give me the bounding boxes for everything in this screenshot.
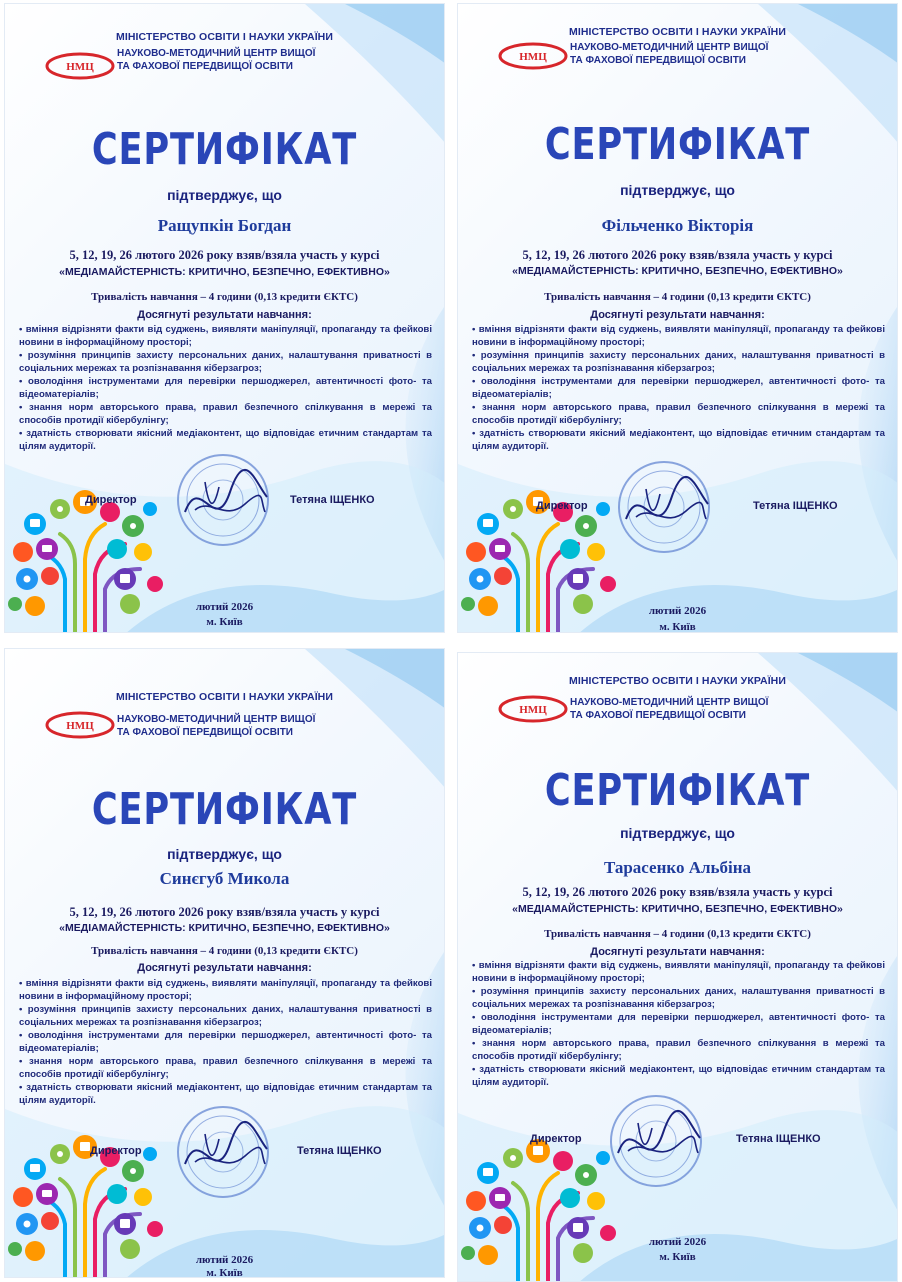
issue-city: м. Київ bbox=[659, 621, 696, 633]
center-name-line1: НАУКОВО-МЕТОДИЧНИЙ ЦЕНТР ВИЩОЇ bbox=[117, 48, 316, 59]
director-label: Директор bbox=[85, 494, 137, 506]
center-name-line2: ТА ФАХОВОЇ ПЕРЕДВИЩОЇ ОСВІТИ bbox=[117, 726, 293, 738]
director-name: Тетяна ІЩЕНКО bbox=[753, 500, 838, 512]
recipient-name: Ращупкін Богдан bbox=[157, 216, 292, 235]
certificate-title: СЕРТИФІКАТ bbox=[544, 119, 811, 170]
confirms-text: підтверджує, що bbox=[167, 187, 282, 203]
certificate-title: СЕРТИФІКАТ bbox=[91, 784, 358, 835]
results-heading: Досягнуті результати навчання: bbox=[590, 309, 765, 321]
results-list bbox=[19, 323, 432, 453]
result-item: • здатність створювати якісний медіаконтент, що відповідає етичним стандартам та цілям аудиторії. bbox=[472, 1064, 885, 1088]
issue-month: лютий 2026 bbox=[648, 1236, 707, 1248]
result-item: • розуміння принципів захисту персональних даних, налаштування приватності в соціальних мережах та розпізнавання кіберзагроз; bbox=[19, 1004, 432, 1028]
result-item: • вміння відрізняти факти від суджень, виявляти маніпуляції, пропаганду та фейкові новини в інформаційному просторі; bbox=[472, 960, 885, 984]
issue-month: лютий 2026 bbox=[195, 601, 254, 613]
result-item: • здатність створювати якісний медіаконтент, що відповідає етичним стандартам та цілям аудиторії. bbox=[19, 1082, 432, 1106]
result-item: • знання норм авторського права, правил безпечного спілкування в мережі та способів протидії кібербулінгу; bbox=[472, 1038, 885, 1062]
course-dates: 5, 12, 19, 26 лютого 2026 року взяв/взяла участь у курсі bbox=[69, 248, 380, 262]
nmc-logo bbox=[45, 52, 115, 80]
course-dates: 5, 12, 19, 26 лютого 2026 року взяв/взяла участь у курсі bbox=[522, 885, 833, 899]
issue-city: м. Київ bbox=[206, 1267, 243, 1278]
svg-text:НМЦ: НМЦ bbox=[519, 704, 547, 716]
result-item: • вміння відрізняти факти від суджень, виявляти маніпуляції, пропаганду та фейкові новини в інформаційному просторі; bbox=[472, 324, 885, 348]
course-dates: 5, 12, 19, 26 лютого 2026 року взяв/взяла участь у курсі bbox=[69, 905, 380, 919]
confirms-text: підтверджує, що bbox=[620, 182, 735, 198]
course-title: «МЕДІАМАЙСТЕРНІСТЬ: КРИТИЧНО, БЕЗПЕЧНО, ЕФЕКТИВНО» bbox=[59, 266, 390, 278]
recipient-name: Синєгуб Микола bbox=[159, 869, 290, 888]
director-label: Директор bbox=[530, 1133, 582, 1145]
official-stamp bbox=[175, 452, 271, 548]
ministry-name: МІНІСТЕРСТВО ОСВІТИ І НАУКИ УКРАЇНИ bbox=[568, 26, 787, 38]
center-name-line1: НАУКОВО-МЕТОДИЧНИЙ ЦЕНТР ВИЩОЇ bbox=[570, 42, 769, 53]
ministry-name: МІНІСТЕРСТВО ОСВІТИ І НАУКИ УКРАЇНИ bbox=[115, 691, 334, 703]
result-item: • вміння відрізняти факти від суджень, виявляти маніпуляції, пропаганду та фейкові новини в інформаційному просторі; bbox=[19, 324, 432, 348]
center-name-line2: ТА ФАХОВОЇ ПЕРЕДВИЩОЇ ОСВІТИ bbox=[570, 709, 746, 721]
result-item: • розуміння принципів захисту персональних даних, налаштування приватності в соціальних мережах та розпізнавання кіберзагроз; bbox=[19, 350, 432, 374]
results-list bbox=[19, 977, 432, 1107]
certificate-3 bbox=[4, 648, 445, 1278]
ministry-name: МІНІСТЕРСТВО ОСВІТИ І НАУКИ УКРАЇНИ bbox=[568, 675, 787, 687]
recipient-name: Тарасенко Альбіна bbox=[603, 858, 752, 877]
director-name: Тетяна ІЩЕНКО bbox=[290, 494, 375, 506]
result-item: • здатність створювати якісний медіаконтент, що відповідає етичним стандартам та цілям аудиторії. bbox=[19, 428, 432, 452]
center-name-line2: ТА ФАХОВОЇ ПЕРЕДВИЩОЇ ОСВІТИ bbox=[570, 54, 746, 66]
course-duration: Тривалість навчання – 4 години (0,13 кредити ЄКТС) bbox=[544, 291, 811, 303]
svg-text:НМЦ: НМЦ bbox=[519, 51, 547, 63]
course-duration: Тривалість навчання – 4 години (0,13 кредити ЄКТС) bbox=[91, 291, 358, 303]
center-name bbox=[570, 697, 768, 722]
results-list bbox=[472, 323, 885, 453]
nmc-logo bbox=[45, 711, 115, 739]
certificate-title: СЕРТИФІКАТ bbox=[544, 765, 811, 816]
issue-month: лютий 2026 bbox=[195, 1254, 254, 1266]
course-title: «МЕДІАМАЙСТЕРНІСТЬ: КРИТИЧНО, БЕЗПЕЧНО, ЕФЕКТИВНО» bbox=[59, 922, 390, 934]
official-stamp bbox=[175, 1104, 271, 1200]
nmc-logo bbox=[498, 695, 568, 723]
center-name-line1: НАУКОВО-МЕТОДИЧНИЙ ЦЕНТР ВИЩОЇ bbox=[570, 697, 769, 708]
center-name bbox=[570, 42, 768, 67]
result-item: • знання норм авторського права, правил безпечного спілкування в мережі та способів протидії кібербулінгу; bbox=[472, 402, 885, 426]
director-label: Директор bbox=[536, 500, 588, 512]
result-item: • оволодіння інструментами для перевірки першоджерел, автентичності фото- та відеоматеріалів; bbox=[472, 1012, 885, 1036]
results-heading: Досягнуті результати навчання: bbox=[137, 309, 312, 321]
result-item: • оволодіння інструментами для перевірки першоджерел, автентичності фото- та відеоматеріалів; bbox=[19, 376, 432, 400]
svg-text:НМЦ: НМЦ bbox=[66, 61, 94, 73]
results-list bbox=[472, 959, 885, 1089]
confirms-text: підтверджує, що bbox=[620, 825, 735, 841]
result-item: • вміння відрізняти факти від суджень, виявляти маніпуляції, пропаганду та фейкові новини в інформаційному просторі; bbox=[19, 978, 432, 1002]
result-item: • оволодіння інструментами для перевірки першоджерел, автентичності фото- та відеоматеріалів; bbox=[472, 376, 885, 400]
official-stamp bbox=[616, 459, 712, 555]
director-name: Тетяна ІЩЕНКО bbox=[297, 1145, 382, 1157]
course-dates: 5, 12, 19, 26 лютого 2026 року взяв/взяла участь у курсі bbox=[522, 248, 833, 262]
svg-text:НМЦ: НМЦ bbox=[66, 720, 94, 732]
result-item: • знання норм авторського права, правил безпечного спілкування в мережі та способів протидії кібербулінгу; bbox=[19, 1056, 432, 1080]
certificate-4 bbox=[457, 652, 898, 1282]
center-name bbox=[117, 48, 315, 73]
director-name: Тетяна ІЩЕНКО bbox=[736, 1133, 821, 1145]
course-duration: Тривалість навчання – 4 години (0,13 кредити ЄКТС) bbox=[544, 928, 811, 940]
recipient-name: Фільченко Вікторія bbox=[601, 216, 754, 235]
center-name-line2: ТА ФАХОВОЇ ПЕРЕДВИЩОЇ ОСВІТИ bbox=[117, 60, 293, 72]
center-name bbox=[117, 714, 315, 739]
results-heading: Досягнуті результати навчання: bbox=[137, 962, 312, 974]
result-item: • знання норм авторського права, правил безпечного спілкування в мережі та способів протидії кібербулінгу; bbox=[19, 402, 432, 426]
course-title: «МЕДІАМАЙСТЕРНІСТЬ: КРИТИЧНО, БЕЗПЕЧНО, ЕФЕКТИВНО» bbox=[512, 903, 843, 915]
certificate-title: СЕРТИФІКАТ bbox=[91, 124, 358, 175]
issue-city: м. Київ bbox=[206, 616, 243, 628]
results-heading: Досягнуті результати навчання: bbox=[590, 946, 765, 958]
result-item: • розуміння принципів захисту персональних даних, налаштування приватності в соціальних мережах та розпізнавання кіберзагроз; bbox=[472, 350, 885, 374]
certificate-2 bbox=[457, 3, 898, 633]
director-label: Директор bbox=[90, 1145, 142, 1157]
certificate-1 bbox=[4, 3, 445, 633]
center-name-line1: НАУКОВО-МЕТОДИЧНИЙ ЦЕНТР ВИЩОЇ bbox=[117, 714, 316, 725]
nmc-logo bbox=[498, 42, 568, 70]
ministry-name: МІНІСТЕРСТВО ОСВІТИ І НАУКИ УКРАЇНИ bbox=[115, 31, 334, 43]
issue-city: м. Київ bbox=[659, 1251, 696, 1263]
issue-month: лютий 2026 bbox=[648, 605, 707, 617]
course-title: «МЕДІАМАЙСТЕРНІСТЬ: КРИТИЧНО, БЕЗПЕЧНО, ЕФЕКТИВНО» bbox=[512, 265, 843, 277]
result-item: • оволодіння інструментами для перевірки першоджерел, автентичності фото- та відеоматеріалів; bbox=[19, 1030, 432, 1054]
course-duration: Тривалість навчання – 4 години (0,13 кредити ЄКТС) bbox=[91, 945, 358, 957]
confirms-text: підтверджує, що bbox=[167, 846, 282, 862]
result-item: • здатність створювати якісний медіаконтент, що відповідає етичним стандартам та цілям аудиторії. bbox=[472, 428, 885, 452]
result-item: • розуміння принципів захисту персональних даних, налаштування приватності в соціальних мережах та розпізнавання кіберзагроз; bbox=[472, 986, 885, 1010]
official-stamp bbox=[608, 1093, 704, 1189]
